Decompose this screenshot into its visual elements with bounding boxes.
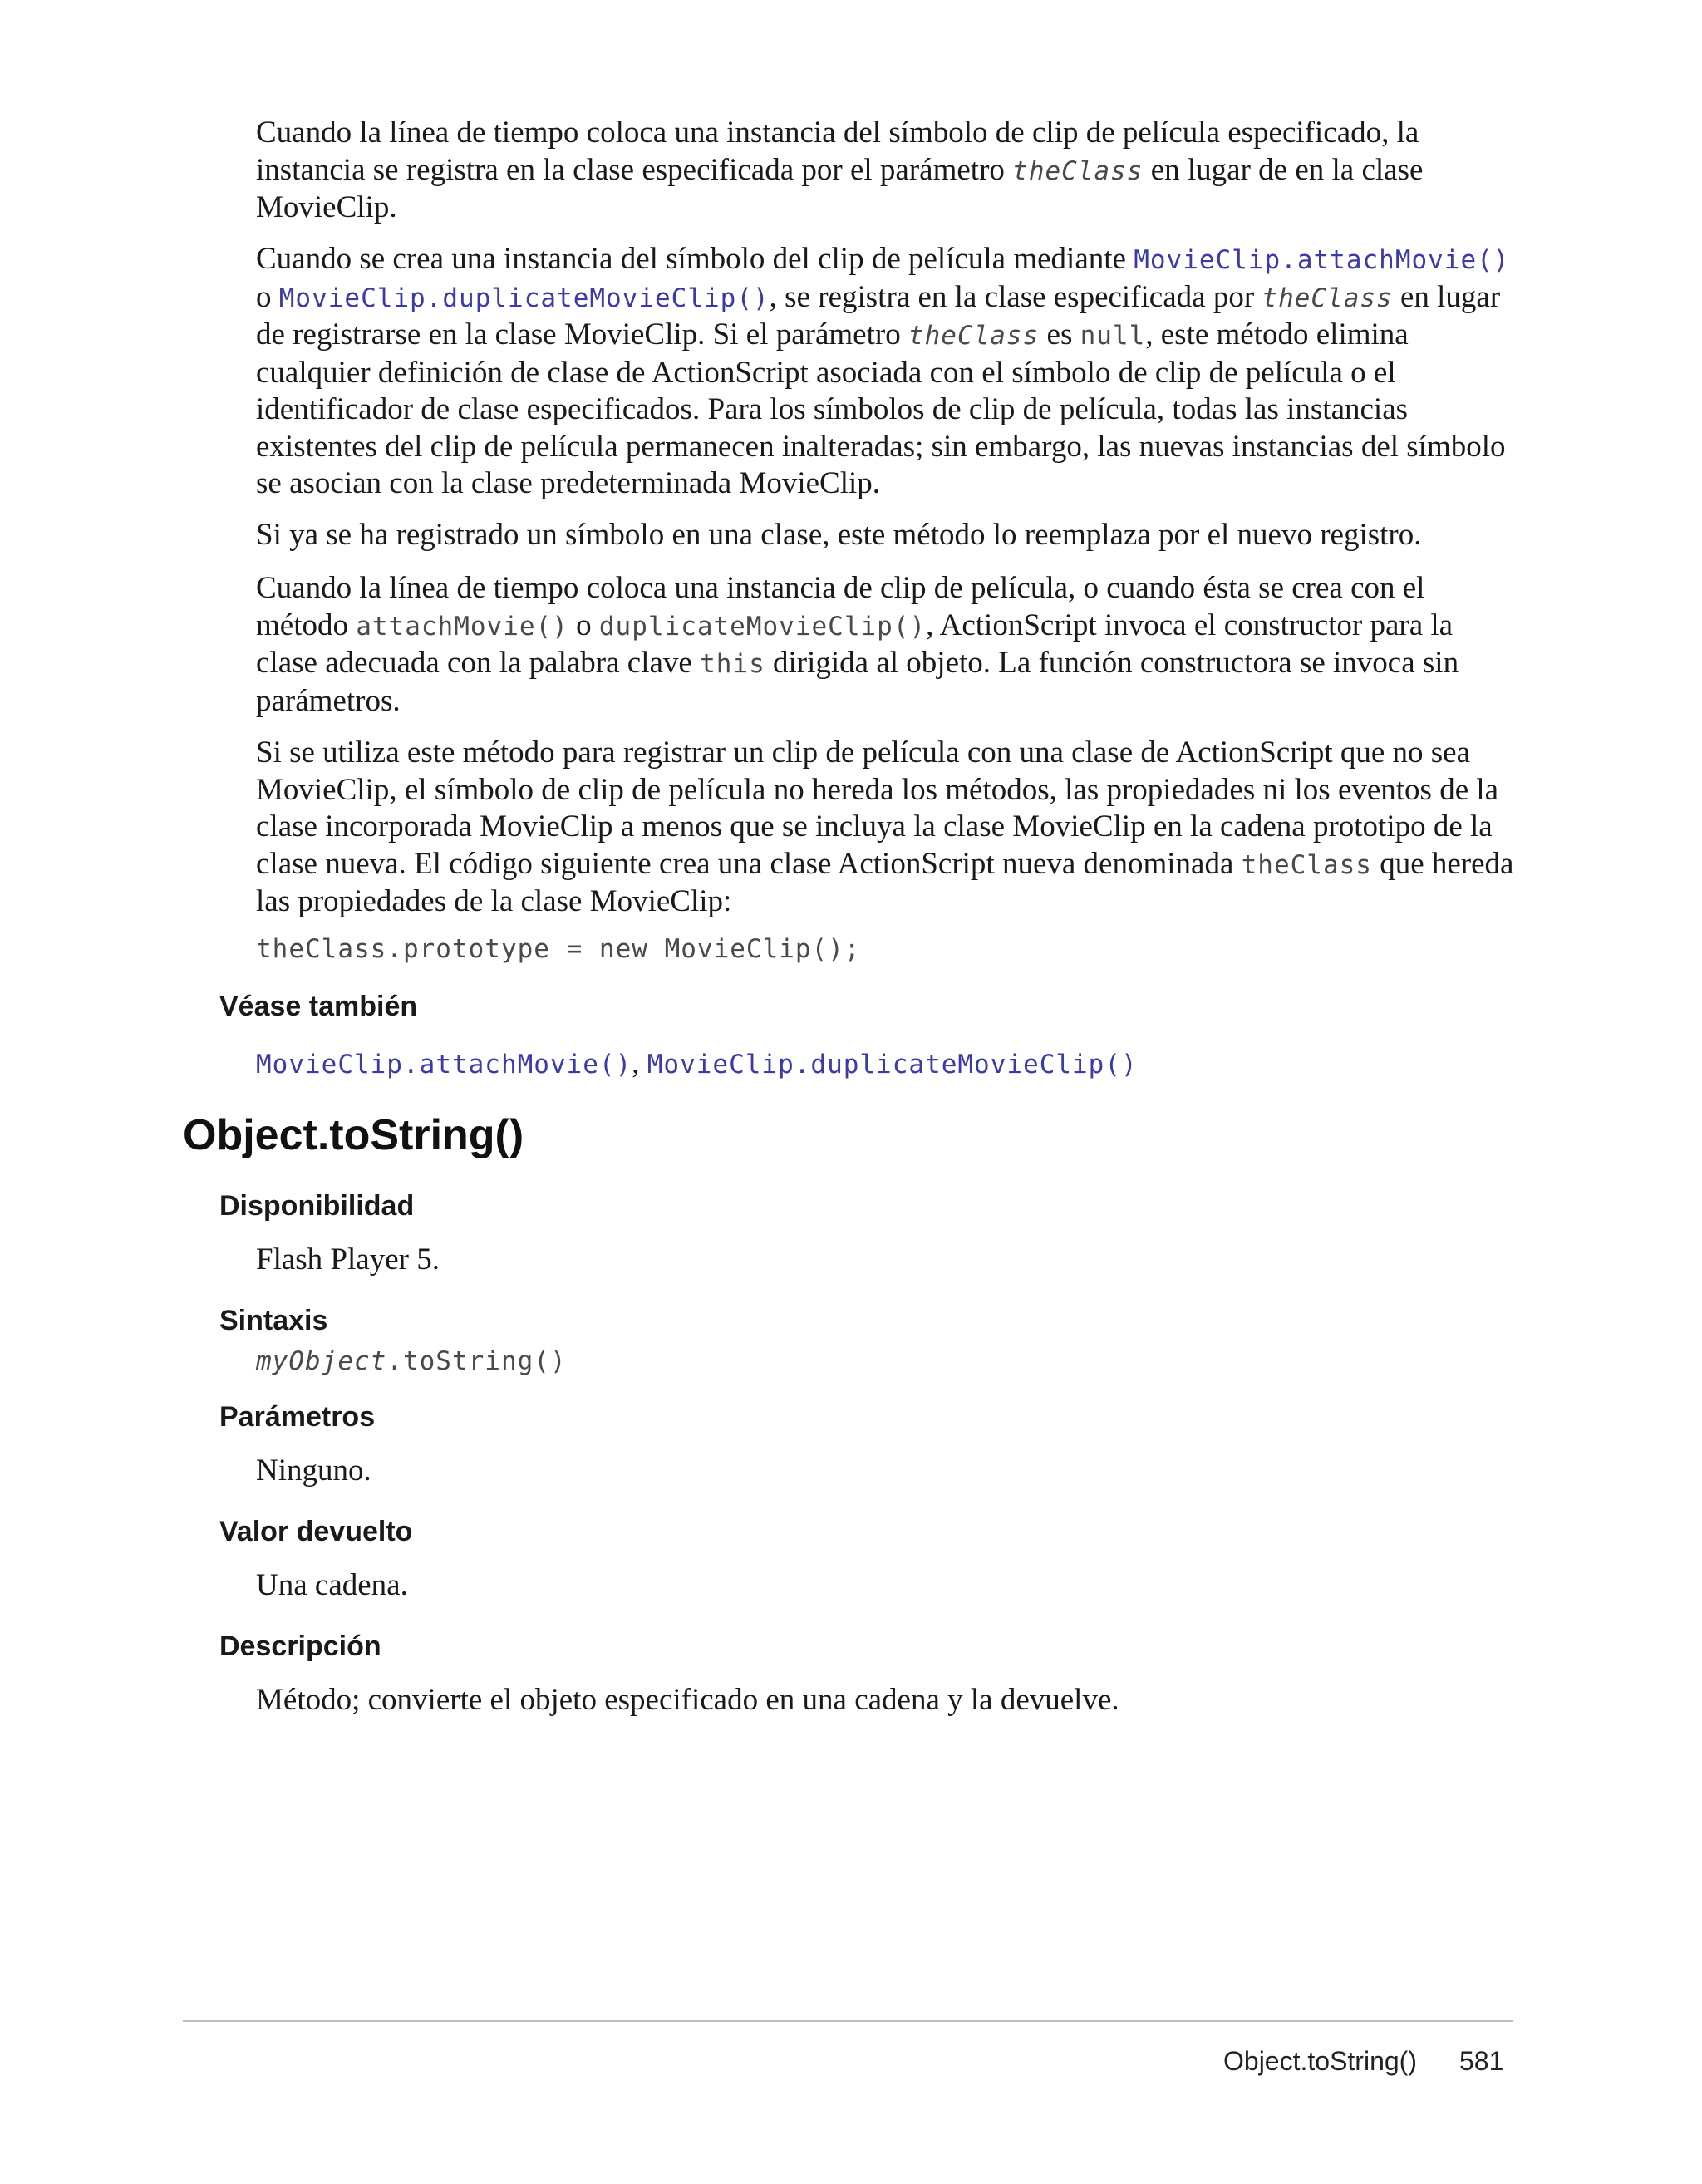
description-heading: Descripción — [219, 1631, 381, 1662]
footer-title: Object.toString() — [1223, 2046, 1417, 2076]
paragraph-attach-duplicate — [256, 241, 1519, 503]
text: Si se utiliza este método para registrar un clip de película con una clase de ActionScript que no sea MovieClip, el símbolo de clip de película no hereda los métodos, las propiedades ni los eventos de la clase incorporada MovieClip a menos que se incluya la clase MovieClip en la cadena prototipo de la clase nueva. El código siguiente crea una clase ActionScript nueva denominada — [256, 735, 1499, 881]
text: , ActionScript invoca el constructor para la clase adecuada con la palabra clave — [256, 607, 1454, 680]
code-duplicatemovieclip: duplicateMovieClip() — [598, 611, 927, 642]
parameters-text: Ninguno. — [256, 1454, 371, 1488]
text: Si ya se ha registrado un símbolo en una clase, este método lo reemplaza por el nuevo registro. — [256, 518, 1422, 552]
see-also-heading: Véase también — [219, 991, 418, 1022]
text: , se registra en la clase especificada por — [769, 279, 1262, 314]
text: es — [1039, 317, 1080, 352]
text: Cuando se crea una instancia del símbolo del clip de película mediante — [256, 242, 1134, 276]
see-also-links — [256, 1045, 1138, 1081]
syntax-heading: Sintaxis — [219, 1305, 328, 1336]
text: dirigida al objeto. La función constructora se invoca sin parámetros. — [256, 646, 1459, 718]
returns-text: Una cadena. — [256, 1568, 408, 1602]
code-this: this — [700, 649, 765, 679]
paragraph-timeline-registration — [256, 115, 1519, 227]
text: que hereda las propiedades de la clase MovieClip: — [256, 846, 1514, 918]
link-duplicatemovieclip[interactable]: MovieClip.duplicateMovieClip() — [278, 283, 770, 313]
text: en lugar de registrarse en la clase MovieClip. Si el parámetro — [256, 279, 1501, 352]
link-duplicatemovieclip[interactable]: MovieClip.duplicateMovieClip() — [647, 1050, 1138, 1080]
text: o — [568, 607, 599, 642]
link-attachmovie[interactable]: MovieClip.attachMovie() — [1134, 245, 1510, 275]
text: en lugar de en la clase MovieClip. — [256, 152, 1424, 224]
description-text: Método; convierte el objeto especificado en una cadena y la devuelve. — [256, 1683, 1119, 1717]
code-null: null — [1080, 321, 1146, 351]
syntax-method: .toString() — [386, 1346, 567, 1376]
text: o — [256, 279, 279, 314]
footer-divider — [183, 2020, 1513, 2022]
code-example: theClass.prototype = new MovieClip(); — [256, 934, 861, 964]
code-attachmovie: attachMovie() — [356, 611, 568, 642]
code-theclass: theClass — [1262, 283, 1393, 313]
availability-text: Flash Player 5. — [256, 1242, 440, 1276]
paragraph-prototype-chain — [256, 735, 1519, 921]
returns-heading: Valor devuelto — [219, 1516, 413, 1547]
syntax-code — [256, 1346, 567, 1376]
separator: , — [632, 1046, 647, 1080]
code-theclass: theClass — [1012, 155, 1144, 186]
paragraph-constructor — [256, 570, 1519, 720]
page-number: 581 — [1459, 2046, 1504, 2076]
syntax-object: myObject — [256, 1346, 387, 1376]
code-theclass: theClass — [1241, 849, 1372, 880]
text: Cuando la línea de tiempo coloca una instancia de clip de película, o cuando ésta se crea con el método — [256, 571, 1425, 642]
link-attachmovie[interactable]: MovieClip.attachMovie() — [256, 1050, 632, 1080]
parameters-heading: Parámetros — [219, 1401, 376, 1433]
paragraph-replace-registration — [256, 517, 1519, 554]
code-theclass: theClass — [908, 321, 1040, 351]
section-title: Object.toString() — [183, 1111, 524, 1159]
text: , este método elimina cualquier definición de clase de ActionScript asociada con el símbolo de clip de película o el identificador de clase especificados. Para los símbolos de clip de película, todas las instancias existentes del clip de película permanecen inalteradas; sin embargo, las nuevas instancias del símbolo se asocian con la clase predeterminada MovieClip. — [256, 317, 1506, 500]
availability-heading: Disponibilidad — [219, 1190, 415, 1222]
text: Cuando la línea de tiempo coloca una instancia del símbolo de clip de película especificado, la instancia se registra en la clase especificada por el parámetro — [256, 116, 1419, 187]
